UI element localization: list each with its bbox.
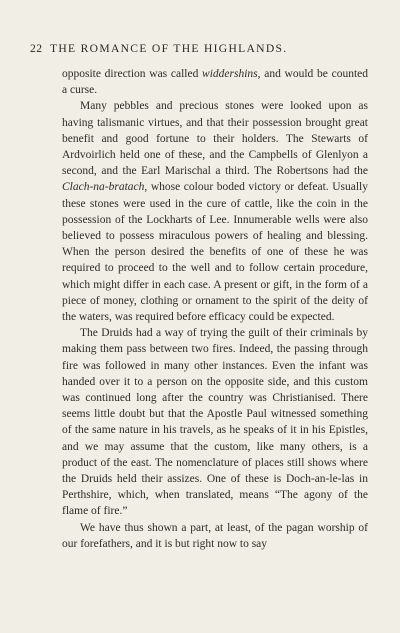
page-number: 22 <box>30 42 43 55</box>
paragraph-talismanic-stones <box>62 98 368 325</box>
paragraph-text-after: , whose colour boded victory or defeat. Usually these stones were used in the cure of cattle, like the coin in the possession of the Lockharts of Lee. Innumerable wells were also believed to possess miraculous powers of healing and blessing. When the person desired the benefits of one of these he was required to proceed to the well and to follow certain procedure, which might differ in each case. A present or gift, in the form of a piece of money, clothing or ornament to the spirit of the deity of the waters, was required before efficacy could be expected. <box>62 181 368 324</box>
italic-term: widdershins <box>202 68 258 80</box>
italic-term: Clach-na-bratach <box>62 181 145 194</box>
running-title: THE ROMANCE OF THE HIGHLANDS. <box>50 42 288 55</box>
body-text <box>62 66 368 552</box>
paragraph-widdershins <box>62 66 368 98</box>
paragraph-druids-fire: The Druids had a way of trying the guilt of their criminals by making them pass between two fires. Indeed, the passing through fire was followed in many other instances. Even the infant was handed over it to a person on the opposite side, and this custom was continued long after the country was Christianised. There seems little doubt but that the Apostle Paul witnessed something of the same nature in his travels, as he speaks of it in his Epistles, and we may assume that the custom, like many others, is a product of the east. The nomenclature of places still shows where the Druids held their assizes. One of these is Doch-an-le-las in Perthshire, which, when translated, means “The agony of the flame of fire.” <box>62 327 368 518</box>
paragraph-pagan-worship: We have thus shown a part, at least, of the pagan worship of our forefathers, and it is but right now to say <box>62 521 368 550</box>
paragraph-text-before: Many pebbles and precious stones were looked upon as having talismanic virtues, and that their possession brought great benefit and good fortune to their holders. The Stewarts of Ardvoirlich held one of these, and the Campbells of Glenlyon a second, and the Earl Marischal a third. The Robertsons had the <box>62 100 368 178</box>
paragraph-text-after: , and would be counted a curse. <box>62 68 368 97</box>
running-header <box>30 42 370 58</box>
paragraph-text-before: opposite direction was called <box>62 68 203 80</box>
